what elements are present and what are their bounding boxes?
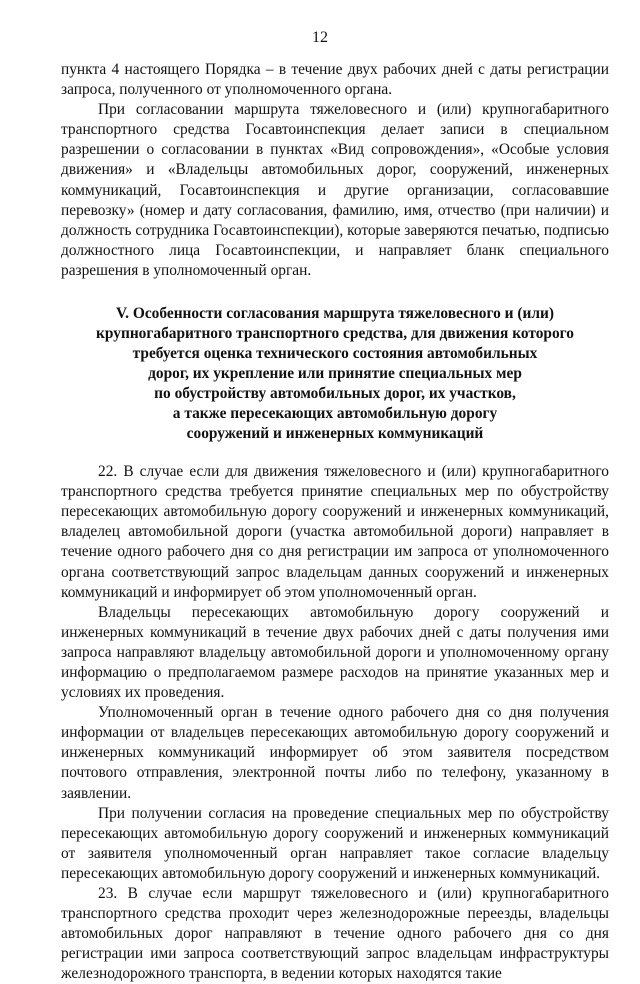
paragraph-continuation: пункта 4 настоящего Порядка – в течение двух рабочих дней с даты регистрации запроса, полученного от уполномоченного органа. xyxy=(61,61,609,99)
paragraph-authority-informs: Уполномоченный орган в течение одного рабочего дня со дня получения информации от владельцев пересекающих автомобильную дорогу сооружений и инженерных коммуникаций информирует об этом заявителя посредством почтового отправления, электронной почты либо по телефону, указанному в заявлении. xyxy=(61,704,609,802)
section-heading-line: крупногабаритного транспортного средства, для движения которого xyxy=(96,325,574,343)
section-heading-line: V. Особенности согласования маршрута тяжеловесного и (или) xyxy=(116,305,554,323)
paragraph-owners-info: Владельцы пересекающих автомобильную дорогу сооружений и инженерных коммуникаций в течение двух рабочих дней с даты получения ими запроса направляют владельцу автомобильной дороги и уполномоченному органу информацию о предполагаемом размере расходов на принятие указанных мер и условиях их проведения. xyxy=(61,603,609,702)
section-heading-line: а также пересекающих автомобильную дорогу xyxy=(172,405,498,423)
paragraph-23: 23. В случае если маршрут тяжеловесного и (или) крупногабаритного транспортного средства проходит через железнодорожные переезды, владельцы автомобильных дорог направляют в течение одного рабочего дня со дня регистрации ими запроса соответствующий запрос владельцам инфраструктуры железнодорожного транспорта, в ведении которых находятся такие xyxy=(61,885,609,983)
paragraph-consent: При получении согласия на проведение специальных мер по обустройству пересекающих автомобильную дорогу сооружений и инженерных коммуникаций от заявителя уполномоченный орган направляет такое согласие владельцу пересекающих автомобильную дорогу сооружений и инженерных коммуникаций. xyxy=(61,804,609,882)
section-heading-line: по обустройству автомобильных дорог, их участков, xyxy=(154,385,516,403)
paragraph-22: 22. В случае если для движения тяжеловесного и (или) крупногабаритного транспортного средства требуется принятие специальных мер по обустройству пересекающих автомобильную дорогу сооружений и инженерных коммуникаций, владелец автомобильной дороги (участка автомобильной дороги) направляет в течение одного рабочего дня со дня регистрации им запроса от уполномоченного органа соответствующий запрос владельцам данных сооружений и инженерных коммуникаций и информирует об этом уполномоченный орган. xyxy=(61,463,609,601)
document-body xyxy=(61,60,609,984)
section-heading-line: требуется оценка технического состояния автомобильных xyxy=(132,345,538,363)
section-heading xyxy=(61,304,609,444)
page-number: 12 xyxy=(312,29,328,46)
paragraph-gai-approval: При согласовании маршрута тяжеловесного и (или) крупногабаритного транспортного средства Госавтоинспекция делает записи в специальном разрешении о согласовании в пунктах «Вид сопровождения», «Особые условия движения» и «Владельцы автомобильных дорог, сооружений, инженерных коммуникаций, Госавтоинспекция и другие организации, согласовавшие перевозку» (номер и дату согласования, фамилию, имя, отчество (при наличии) и должность сотрудника Госавтоинспекции), которые заверяются печатью, подписью должностного лица Госавтоинспекции, и направляет бланк специального разрешения в уполномоченный орган. xyxy=(61,101,609,279)
section-heading-line: дорог, их укрепление или принятие специальных мер xyxy=(148,365,522,383)
section-heading-line: сооружений и инженерных коммуникаций xyxy=(186,425,484,443)
